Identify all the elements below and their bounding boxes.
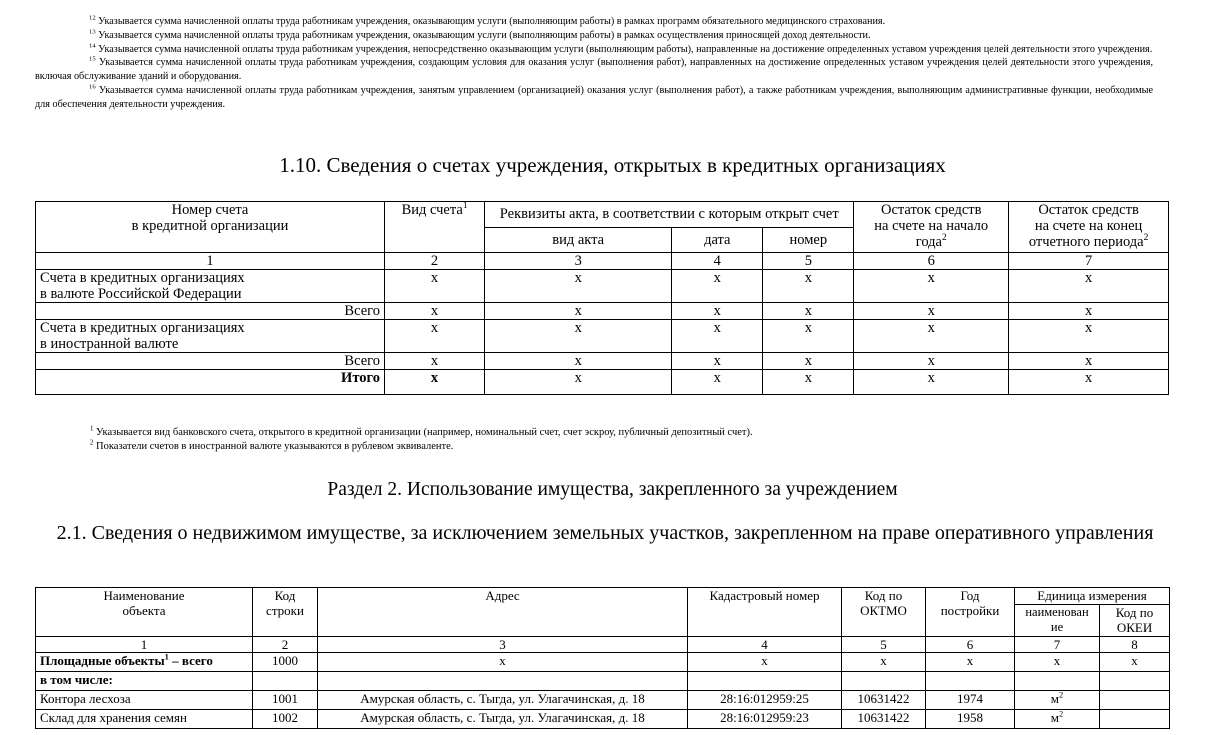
header-unit: Единица измерения (1015, 588, 1170, 605)
table-row: Счета в кредитных организациях в иностранной валюте x x x x x x (36, 320, 1169, 353)
footnote-13: $^{13}$ Указывается сумма начисленной оплаты труда работникам учреждения, оказывающим услуги (выполняющим работы) в рамках осуществления приносящей доход деятельности. (89, 28, 871, 41)
header-row-code: Код строки (253, 588, 318, 637)
column-numbers-row: 1 2 3 4 5 6 7 8 (36, 637, 1170, 653)
header-account-number: Номер счета в кредитной организации (36, 202, 385, 253)
property-table (35, 587, 1170, 729)
row-label: Площадные объекты$^1$ – всего (36, 653, 253, 672)
table-row: Контора лесхоза 1001 Амурская область, с. Тыгда, ул. Улагачинская, д. 18 28:16:012959:25 10631422 1974 $м^2$ (36, 691, 1170, 710)
header-cadastral: Кадастровый номер (688, 588, 842, 637)
header-act-number: номер (763, 227, 854, 253)
header-object-name: Наименование объекта (36, 588, 253, 637)
header-oktmo: Код по ОКТМО (842, 588, 926, 637)
row-label: Итого (36, 370, 385, 395)
footnote-16: $^{16}$ Указывается сумма начисленной оплаты труда работникам учреждения, занятым управлением (организацией) оказания услуг (выполнения работ), а также работникам учреждения, выполняющим административные функции, необходимые для обеспечения деятельности учреждения. (35, 83, 1153, 110)
header-year: Год постройки (926, 588, 1015, 637)
row-label: Всего (36, 303, 385, 320)
header-act-kind: вид акта (485, 227, 672, 253)
header-balance-start: Остаток средств на счете на начало года$^2$ (854, 202, 1009, 253)
footnote-1: $^1$ Указывается вид банковского счета, открытого в кредитной организации (например, номинальный счет, счет эскроу, публичный депозитный счет). (90, 425, 753, 438)
table-row: Всего x x x x x x (36, 303, 1169, 320)
table-row: Итого x x x x x x (36, 370, 1169, 395)
table-row: Площадные объекты$^1$ – всего 1000 x x x x x x (36, 653, 1170, 672)
table-footnotes (90, 426, 753, 454)
table-row: Всего x x x x x x (36, 353, 1169, 370)
section-2-title: Раздел 2. Использование имущества, закрепленного за учреждением (327, 479, 898, 500)
header-address: Адрес (318, 588, 688, 637)
accounts-table (35, 201, 1169, 395)
section-2-1-title: 2.1. Сведения о недвижимом имуществе, за исключением земельных участков, закрепленном на праве оперативного управления (56, 522, 1154, 544)
section-1-10-title: 1.10. Сведения о счетах учреждения, открытых в кредитных организациях (279, 153, 946, 177)
row-label: в том числе: (36, 672, 253, 691)
table-row: Склад для хранения семян 1002 Амурская область, с. Тыгда, ул. Улагачинская, д. 18 28:16:012959:23 10631422 1958 $м^2$ (36, 710, 1170, 729)
footnote-15: $^{15}$ Указывается сумма начисленной оплаты труда работникам учреждения, создающим условия для оказания услуг (выполнения работ), направленных на достижение определенных уставом учреждения целей деятельности этого учреждения, включая обслуживание зданий и оборудования. (35, 56, 1154, 83)
header-balance-end: Остаток средств на счете на конец отчетного периода$^2$ (1009, 202, 1169, 253)
footnote-2: $^2$ Показатели счетов в иностранной валюте указываются в рублевом эквиваленте. (90, 439, 454, 452)
row-label: Счета в кредитных организациях в иностранной валюте (36, 320, 385, 353)
table-row (36, 672, 1170, 691)
row-label: Счета в кредитных организациях в валюте Российской Федерации (36, 270, 385, 303)
header-okei: Код по ОКЕИ (1100, 604, 1170, 636)
header-account-type: Вид счета$^1$ (384, 202, 484, 253)
header-act-details: Реквизиты акта, в соответствии с которым открыт счет (485, 202, 854, 228)
footnote-12: $^{12}$ Указывается сумма начисленной оплаты труда работникам учреждения, оказывающим услуги (выполняющим работы) в рамках программ обязательного медицинского страхования. (89, 14, 886, 27)
header-act-date: дата (672, 227, 763, 253)
row-label: Всего (36, 353, 385, 370)
header-unit-name: наименован ие (1015, 604, 1100, 636)
top-footnotes (35, 15, 1153, 112)
table-row: Счета в кредитных организациях в валюте Российской Федерации x x x x x x (36, 270, 1169, 303)
column-numbers-row: 1 2 3 4 5 6 7 (36, 253, 1169, 270)
footnote-14: $^{14}$ Указывается сумма начисленной оплаты труда работникам учреждения, непосредственно оказывающим услуги (выполняющим работы), направленные на достижение определенных уставом учреждения целей деятельности этого учреждения. (89, 42, 1153, 55)
